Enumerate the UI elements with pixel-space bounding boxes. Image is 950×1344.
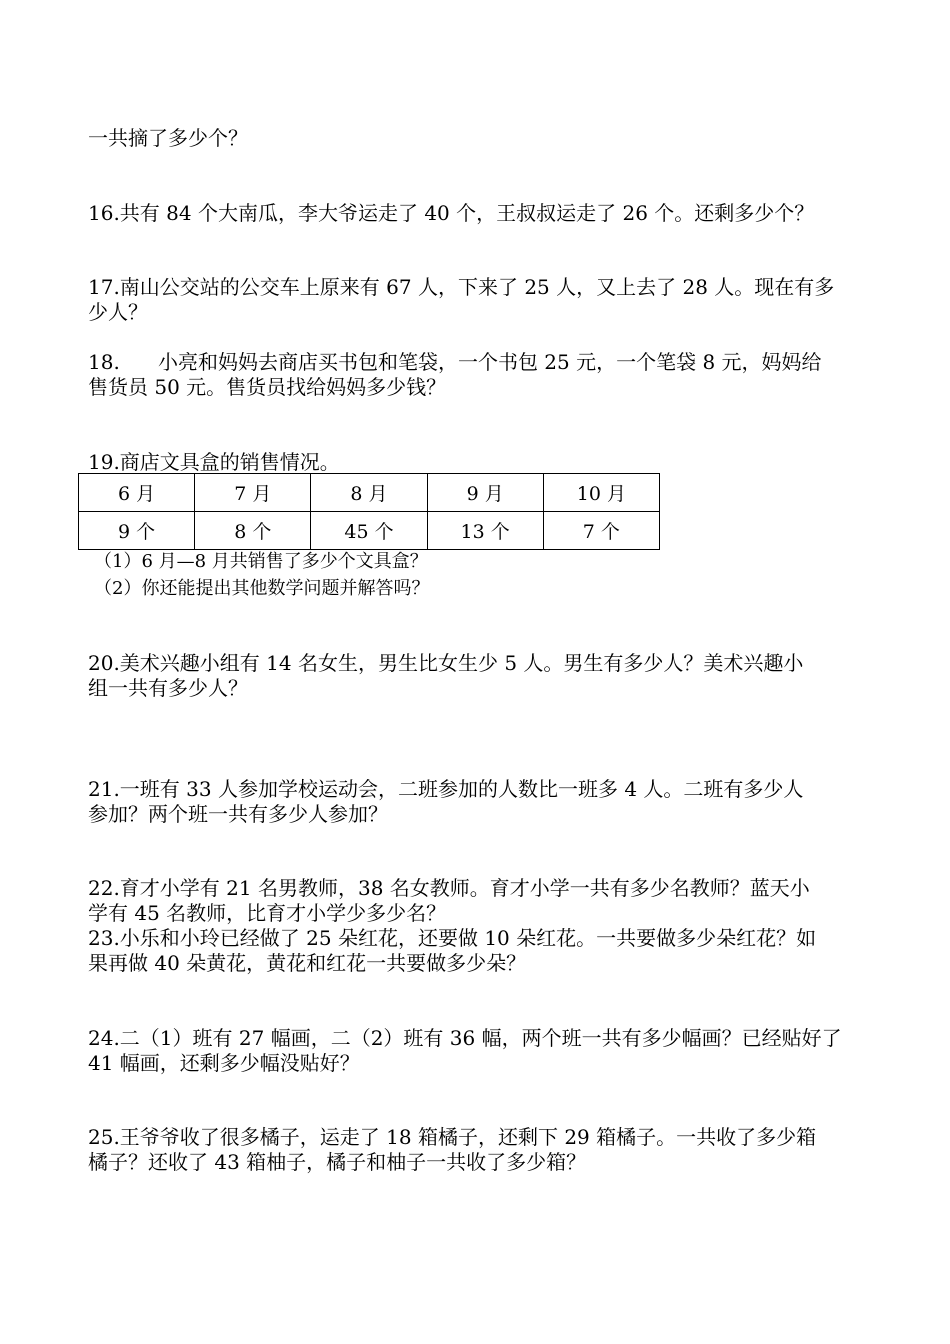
question-21-line-2: 参加？两个班一共有多少人参加？ bbox=[88, 802, 388, 826]
table-cell: 45 个 bbox=[311, 512, 427, 550]
table-cell: 7 个 bbox=[543, 512, 659, 550]
table-cell: 10 月 bbox=[543, 474, 659, 512]
question-22-line-2: 学有 45 名教师，比育才小学少多少名？ bbox=[88, 901, 447, 925]
question-15-tail: 一共摘了多少个？ bbox=[88, 126, 248, 150]
table-cell: 8 月 bbox=[311, 474, 427, 512]
sales-table-month-row bbox=[79, 474, 660, 512]
table-cell: 9 个 bbox=[79, 512, 195, 550]
question-21-line-1: 21.一班有 33 人参加学校运动会，二班参加的人数比一班多 4 人。二班有多少人 bbox=[88, 777, 804, 801]
question-18-line-1: 18. 小亮和妈妈去商店买书包和笔袋，一个书包 25 元，一个笔袋 8 元，妈妈给 bbox=[88, 350, 822, 374]
sales-table bbox=[78, 473, 660, 550]
question-18-line-2: 售货员 50 元。售货员找给妈妈多少钱？ bbox=[88, 375, 447, 399]
table-cell: 9 月 bbox=[427, 474, 543, 512]
question-20-line-1: 20.美术兴趣小组有 14 名女生，男生比女生少 5 人。男生有多少人？美术兴趣小 bbox=[88, 651, 804, 675]
question-24-line-2: 41 幅画，还剩多少幅没贴好？ bbox=[88, 1051, 360, 1075]
question-23-line-2: 果再做 40 朵黄花，黄花和红花一共要做多少朵？ bbox=[88, 951, 527, 975]
question-19-sub-1: （1）6 月—8 月共销售了多少个文具盒？ bbox=[94, 551, 428, 572]
question-25-line-1: 25.王爷爷收了很多橘子，运走了 18 箱橘子，还剩下 29 箱橘子。一共收了多少箱 bbox=[88, 1125, 817, 1149]
question-24-line-1: 24.二（1）班有 27 幅画，二（2）班有 36 幅，两个班一共有多少幅画？已经贴好了 bbox=[88, 1026, 842, 1050]
question-22-line-1: 22.育才小学有 21 名男教师，38 名女教师。育才小学一共有多少名教师？蓝天小 bbox=[88, 876, 810, 900]
sales-table-count-row bbox=[79, 512, 660, 550]
question-19-title: 19.商店文具盒的销售情况。 bbox=[88, 450, 340, 474]
question-17-line-1: 17.南山公交站的公交车上原来有 67 人，下来了 25 人，又上去了 28 人。现在有多 bbox=[88, 275, 835, 299]
table-cell: 13 个 bbox=[427, 512, 543, 550]
question-25-line-2: 橘子？还收了 43 箱柚子，橘子和柚子一共收了多少箱？ bbox=[88, 1150, 587, 1174]
question-17-line-2: 少人？ bbox=[88, 300, 148, 324]
question-19-sub-2: （2）你还能提出其他数学问题并解答吗？ bbox=[94, 578, 430, 599]
table-cell: 7 月 bbox=[195, 474, 311, 512]
table-cell: 6 月 bbox=[79, 474, 195, 512]
table-cell: 8 个 bbox=[195, 512, 311, 550]
question-16: 16.共有 84 个大南瓜，李大爷运走了 40 个，王叔叔运走了 26 个。还剩多少个？ bbox=[88, 201, 815, 225]
question-20-line-2: 组一共有多少人？ bbox=[88, 676, 248, 700]
question-23-line-1: 23.小乐和小玲已经做了 25 朵红花，还要做 10 朵红花。一共要做多少朵红花？如 bbox=[88, 926, 817, 950]
